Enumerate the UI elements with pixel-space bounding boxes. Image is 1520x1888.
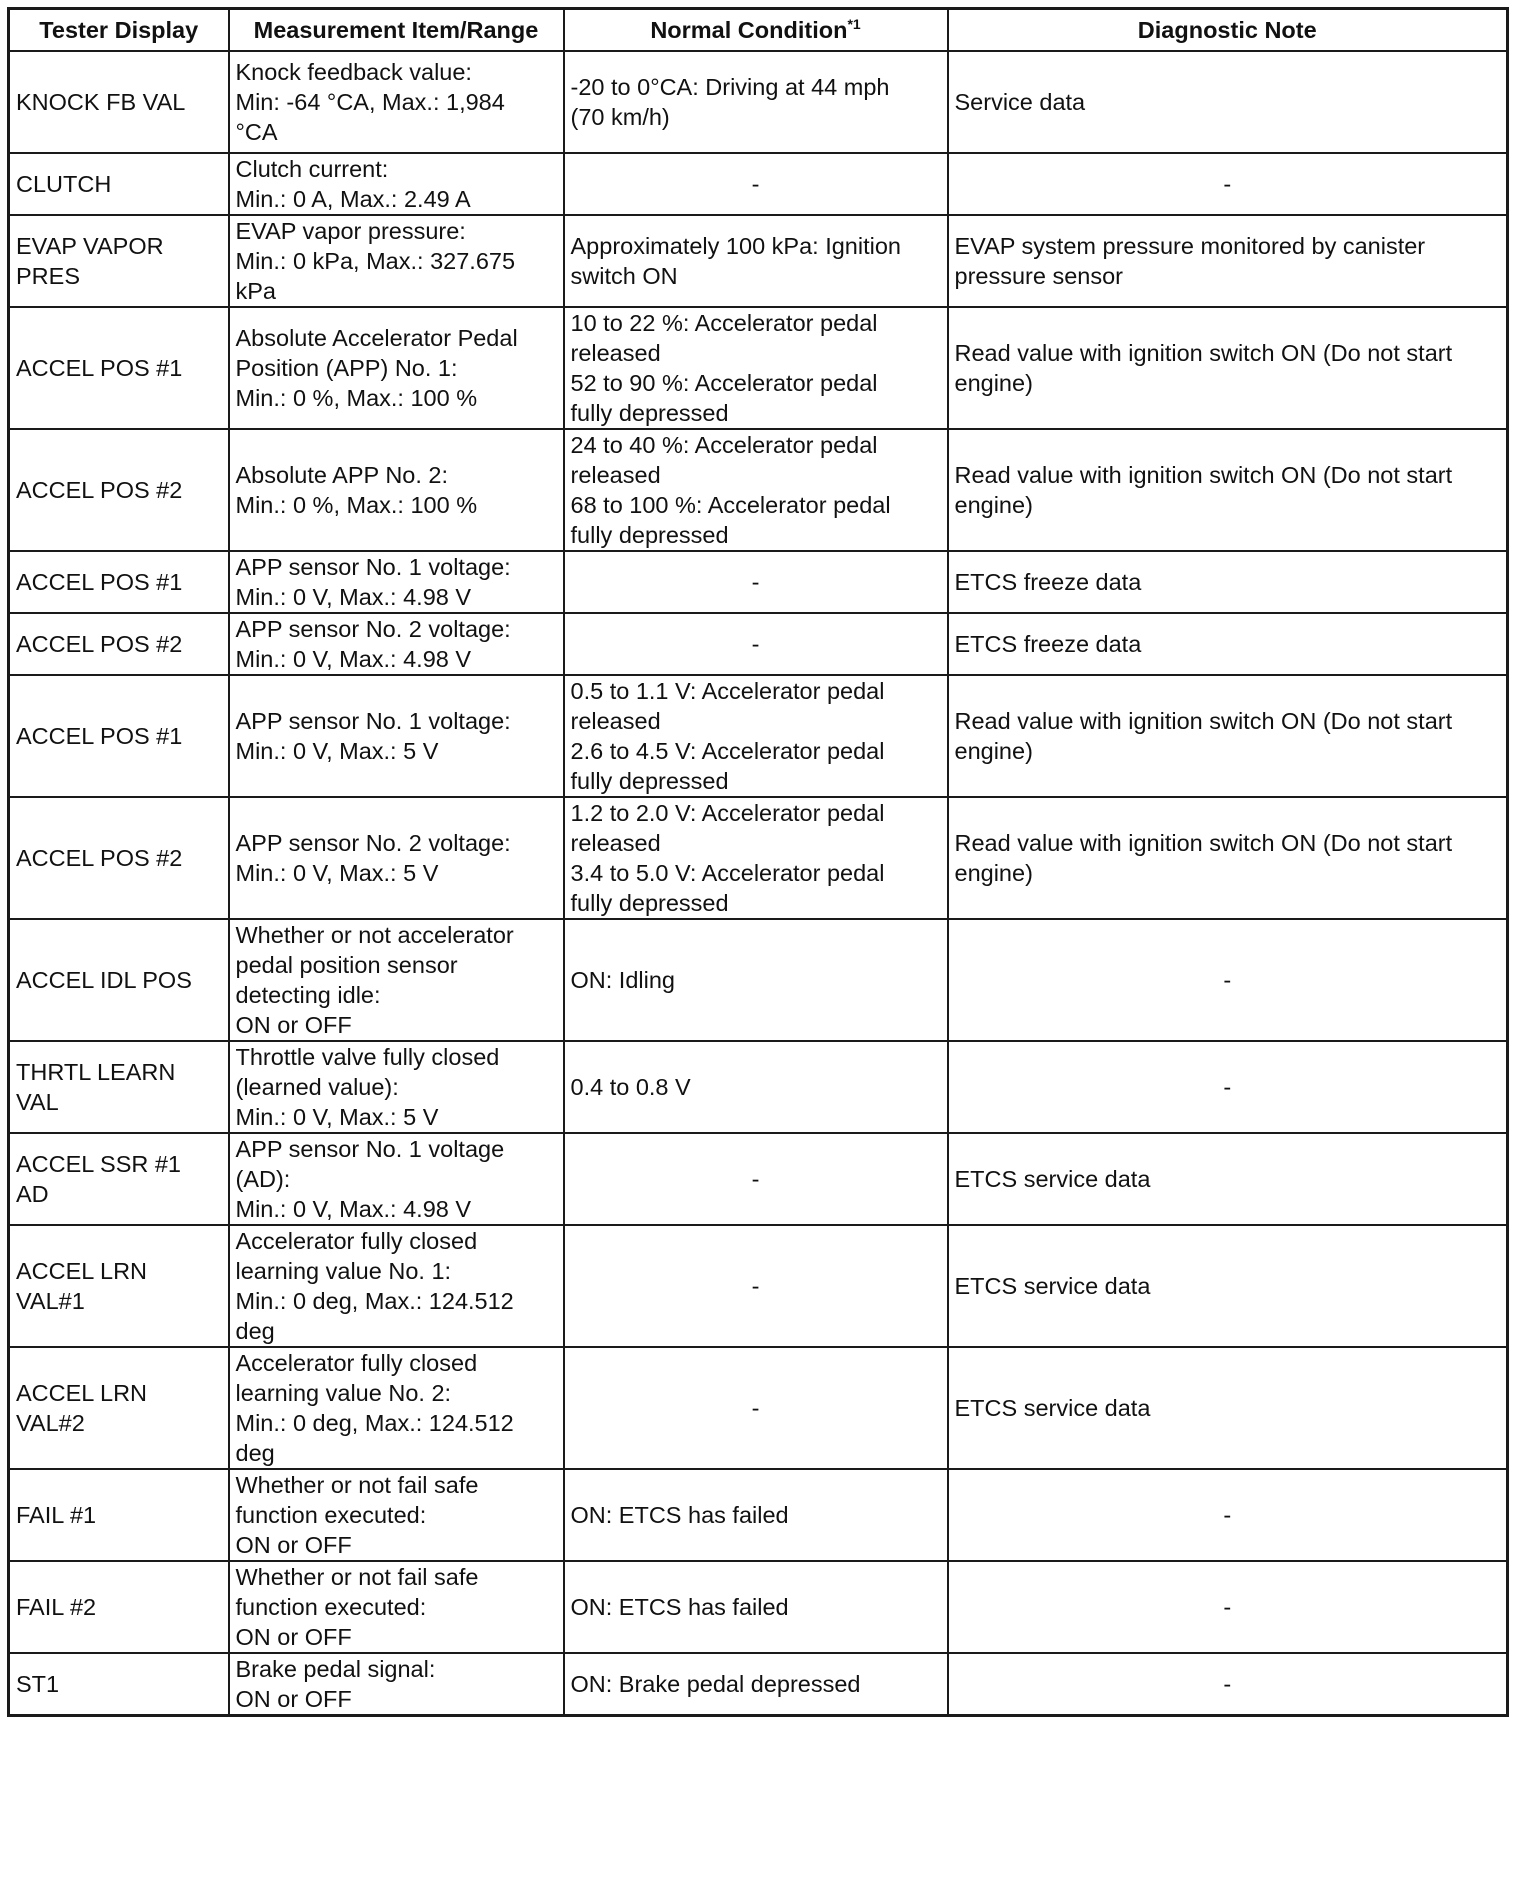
cell-normal-condition: -20 to 0°CA: Driving at 44 mph (70 km/h): [564, 51, 948, 153]
cell-tester-display: FAIL #1: [9, 1469, 229, 1561]
cell-measurement-item: Whether or not fail safe function executed: ON or OFF: [229, 1561, 564, 1653]
cell-normal-condition: -: [564, 1225, 948, 1347]
diagnostic-data-sheet: [7, 7, 1506, 1717]
table-row: [9, 675, 1508, 797]
cell-tester-display: ACCEL POS #1: [9, 551, 229, 613]
header-diagnostic-note: Diagnostic Note: [948, 9, 1508, 51]
cell-tester-display: ACCEL POS #2: [9, 429, 229, 551]
cell-diagnostic-note: -: [948, 1469, 1508, 1561]
cell-tester-display: ACCEL POS #1: [9, 307, 229, 429]
footnote-marker: *1: [847, 15, 861, 32]
cell-diagnostic-note: Read value with ignition switch ON (Do not start engine): [948, 675, 1508, 797]
cell-measurement-item: Accelerator fully closed learning value No. 2: Min.: 0 deg, Max.: 124.512 deg: [229, 1347, 564, 1469]
cell-tester-display: ACCEL POS #2: [9, 797, 229, 919]
cell-diagnostic-note: ETCS service data: [948, 1225, 1508, 1347]
table-row: [9, 613, 1508, 675]
cell-measurement-item: Throttle valve fully closed (learned value): Min.: 0 V, Max.: 5 V: [229, 1041, 564, 1133]
cell-measurement-item: Knock feedback value: Min: -64 °CA, Max.: 1,984 °CA: [229, 51, 564, 153]
cell-tester-display: ACCEL SSR #1 AD: [9, 1133, 229, 1225]
cell-diagnostic-note: -: [948, 1041, 1508, 1133]
cell-measurement-item: APP sensor No. 2 voltage: Min.: 0 V, Max.: 4.98 V: [229, 613, 564, 675]
cell-tester-display: ACCEL IDL POS: [9, 919, 229, 1041]
table-row: [9, 1561, 1508, 1653]
cell-diagnostic-note: Read value with ignition switch ON (Do not start engine): [948, 429, 1508, 551]
cell-measurement-item: Whether or not fail safe function executed: ON or OFF: [229, 1469, 564, 1561]
cell-measurement-item: APP sensor No. 2 voltage: Min.: 0 V, Max.: 5 V: [229, 797, 564, 919]
cell-measurement-item: EVAP vapor pressure: Min.: 0 kPa, Max.: 327.675 kPa: [229, 215, 564, 307]
cell-normal-condition: ON: ETCS has failed: [564, 1469, 948, 1561]
cell-measurement-item: Clutch current: Min.: 0 A, Max.: 2.49 A: [229, 153, 564, 215]
cell-measurement-item: Brake pedal signal: ON or OFF: [229, 1653, 564, 1716]
cell-normal-condition: -: [564, 613, 948, 675]
cell-tester-display: ACCEL POS #2: [9, 613, 229, 675]
cell-tester-display: ACCEL POS #1: [9, 675, 229, 797]
table-row: [9, 1225, 1508, 1347]
cell-normal-condition: ON: ETCS has failed: [564, 1561, 948, 1653]
table-row: [9, 215, 1508, 307]
cell-tester-display: EVAP VAPOR PRES: [9, 215, 229, 307]
cell-normal-condition: -: [564, 153, 948, 215]
table-row: [9, 797, 1508, 919]
table-row: [9, 307, 1508, 429]
header-measurement-item: Measurement Item/Range: [229, 9, 564, 51]
cell-tester-display: CLUTCH: [9, 153, 229, 215]
table-row: [9, 1041, 1508, 1133]
cell-normal-condition: 0.5 to 1.1 V: Accelerator pedal released 2.6 to 4.5 V: Accelerator pedal fully depressed: [564, 675, 948, 797]
cell-measurement-item: APP sensor No. 1 voltage: Min.: 0 V, Max.: 4.98 V: [229, 551, 564, 613]
table-row: [9, 1469, 1508, 1561]
table-row: [9, 551, 1508, 613]
cell-diagnostic-note: -: [948, 919, 1508, 1041]
cell-tester-display: KNOCK FB VAL: [9, 51, 229, 153]
cell-measurement-item: APP sensor No. 1 voltage: Min.: 0 V, Max.: 5 V: [229, 675, 564, 797]
cell-diagnostic-note: EVAP system pressure monitored by canister pressure sensor: [948, 215, 1508, 307]
table-row: [9, 1653, 1508, 1716]
cell-diagnostic-note: ETCS service data: [948, 1347, 1508, 1469]
cell-normal-condition: 0.4 to 0.8 V: [564, 1041, 948, 1133]
table-row: [9, 919, 1508, 1041]
cell-diagnostic-note: -: [948, 1561, 1508, 1653]
cell-diagnostic-note: -: [948, 1653, 1508, 1716]
header-tester-display: Tester Display: [9, 9, 229, 51]
cell-diagnostic-note: -: [948, 153, 1508, 215]
cell-diagnostic-note: Service data: [948, 51, 1508, 153]
cell-normal-condition: -: [564, 551, 948, 613]
table-row: [9, 1347, 1508, 1469]
cell-diagnostic-note: Read value with ignition switch ON (Do not start engine): [948, 307, 1508, 429]
cell-measurement-item: Absolute Accelerator Pedal Position (APP) No. 1: Min.: 0 %, Max.: 100 %: [229, 307, 564, 429]
table-row: [9, 51, 1508, 153]
cell-normal-condition: 1.2 to 2.0 V: Accelerator pedal released 3.4 to 5.0 V: Accelerator pedal fully depressed: [564, 797, 948, 919]
cell-normal-condition: ON: Idling: [564, 919, 948, 1041]
table-body: [9, 51, 1508, 1716]
cell-tester-display: ACCEL LRN VAL#2: [9, 1347, 229, 1469]
cell-tester-display: ST1: [9, 1653, 229, 1716]
table-row: [9, 1133, 1508, 1225]
cell-normal-condition: ON: Brake pedal depressed: [564, 1653, 948, 1716]
table-row: [9, 429, 1508, 551]
cell-measurement-item: Absolute APP No. 2: Min.: 0 %, Max.: 100 %: [229, 429, 564, 551]
cell-normal-condition: -: [564, 1133, 948, 1225]
header-normal-condition-label: Normal Condition: [650, 16, 848, 43]
table-row: [9, 153, 1508, 215]
cell-normal-condition: 24 to 40 %: Accelerator pedal released 68 to 100 %: Accelerator pedal fully depressed: [564, 429, 948, 551]
cell-normal-condition: 10 to 22 %: Accelerator pedal released 52 to 90 %: Accelerator pedal fully depressed: [564, 307, 948, 429]
cell-diagnostic-note: ETCS service data: [948, 1133, 1508, 1225]
cell-diagnostic-note: ETCS freeze data: [948, 551, 1508, 613]
cell-diagnostic-note: ETCS freeze data: [948, 613, 1508, 675]
header-row: [9, 9, 1508, 51]
cell-normal-condition: -: [564, 1347, 948, 1469]
header-normal-condition: [564, 9, 948, 51]
data-list-table: [7, 7, 1509, 1717]
cell-tester-display: THRTL LEARN VAL: [9, 1041, 229, 1133]
cell-measurement-item: APP sensor No. 1 voltage (AD): Min.: 0 V, Max.: 4.98 V: [229, 1133, 564, 1225]
cell-tester-display: FAIL #2: [9, 1561, 229, 1653]
cell-tester-display: ACCEL LRN VAL#1: [9, 1225, 229, 1347]
cell-measurement-item: Whether or not accelerator pedal position sensor detecting idle: ON or OFF: [229, 919, 564, 1041]
cell-measurement-item: Accelerator fully closed learning value No. 1: Min.: 0 deg, Max.: 124.512 deg: [229, 1225, 564, 1347]
cell-normal-condition: Approximately 100 kPa: Ignition switch ON: [564, 215, 948, 307]
cell-diagnostic-note: Read value with ignition switch ON (Do not start engine): [948, 797, 1508, 919]
table-header: [9, 9, 1508, 51]
